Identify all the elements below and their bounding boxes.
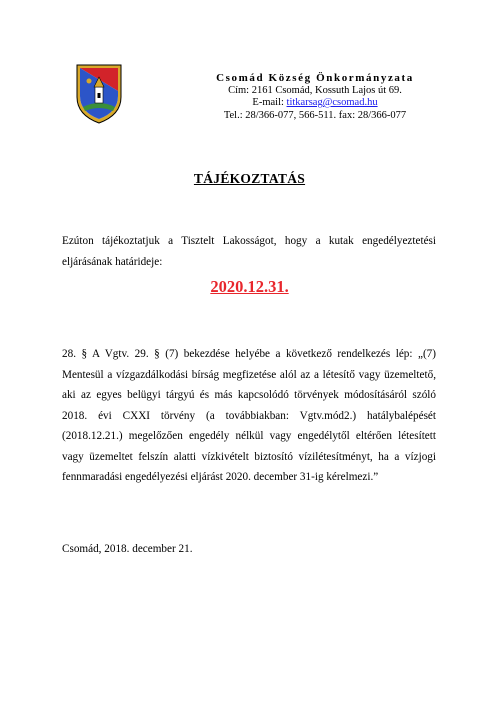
place-and-date: Csomád, 2018. december 21. — [62, 543, 193, 555]
phone-line: Tel.: 28/366-077, 566-511. fax: 28/366-077 — [223, 109, 407, 121]
deadline-date: 2020.12.31. — [210, 277, 289, 296]
email-link[interactable]: titkarsag@csomad.hu — [286, 97, 378, 108]
email-line — [150, 97, 480, 110]
letterhead — [150, 72, 480, 122]
organization-name: Csomád Község Önkormányzata — [216, 72, 414, 84]
legal-text-paragraph: 28. § A Vgtv. 29. § (7) bekezdése helyébe a következő rendelkezés lép: „(7) Mentesül a vízgazdálkodási bírság megfizetése alól az a létesítő vagy üzemeltető, aki az egyes belügyi tárgyú és más kapcsolódó törvények módosításáról szóló 2018. évi CXXI törvény (a továbbiakban: Vgtv.mód2.) hatálybalépését (2018.12.21.) megelőzően engedély nélkül vagy engedélytől eltérően létesített vagy üzemeltet felszín alatti vízkivételt biztosító vízilétesítményt, ha a vízjogi fennmaradási engedélyezési eljárást 2020. december 31-ig kérelmezi.” — [62, 348, 436, 483]
document-title: TÁJÉKOZTATÁS — [193, 171, 306, 186]
email-label: E-mail: — [252, 97, 287, 108]
municipal-crest-icon — [75, 63, 123, 125]
address-line: Cím: 2161 Csomád, Kossuth Lajos út 69. — [228, 84, 402, 96]
intro-paragraph: Ezúton tájékoztatjuk a Tisztelt Lakosságot, hogy a kutak engedélyeztetési eljárásának határideje: — [62, 235, 436, 268]
